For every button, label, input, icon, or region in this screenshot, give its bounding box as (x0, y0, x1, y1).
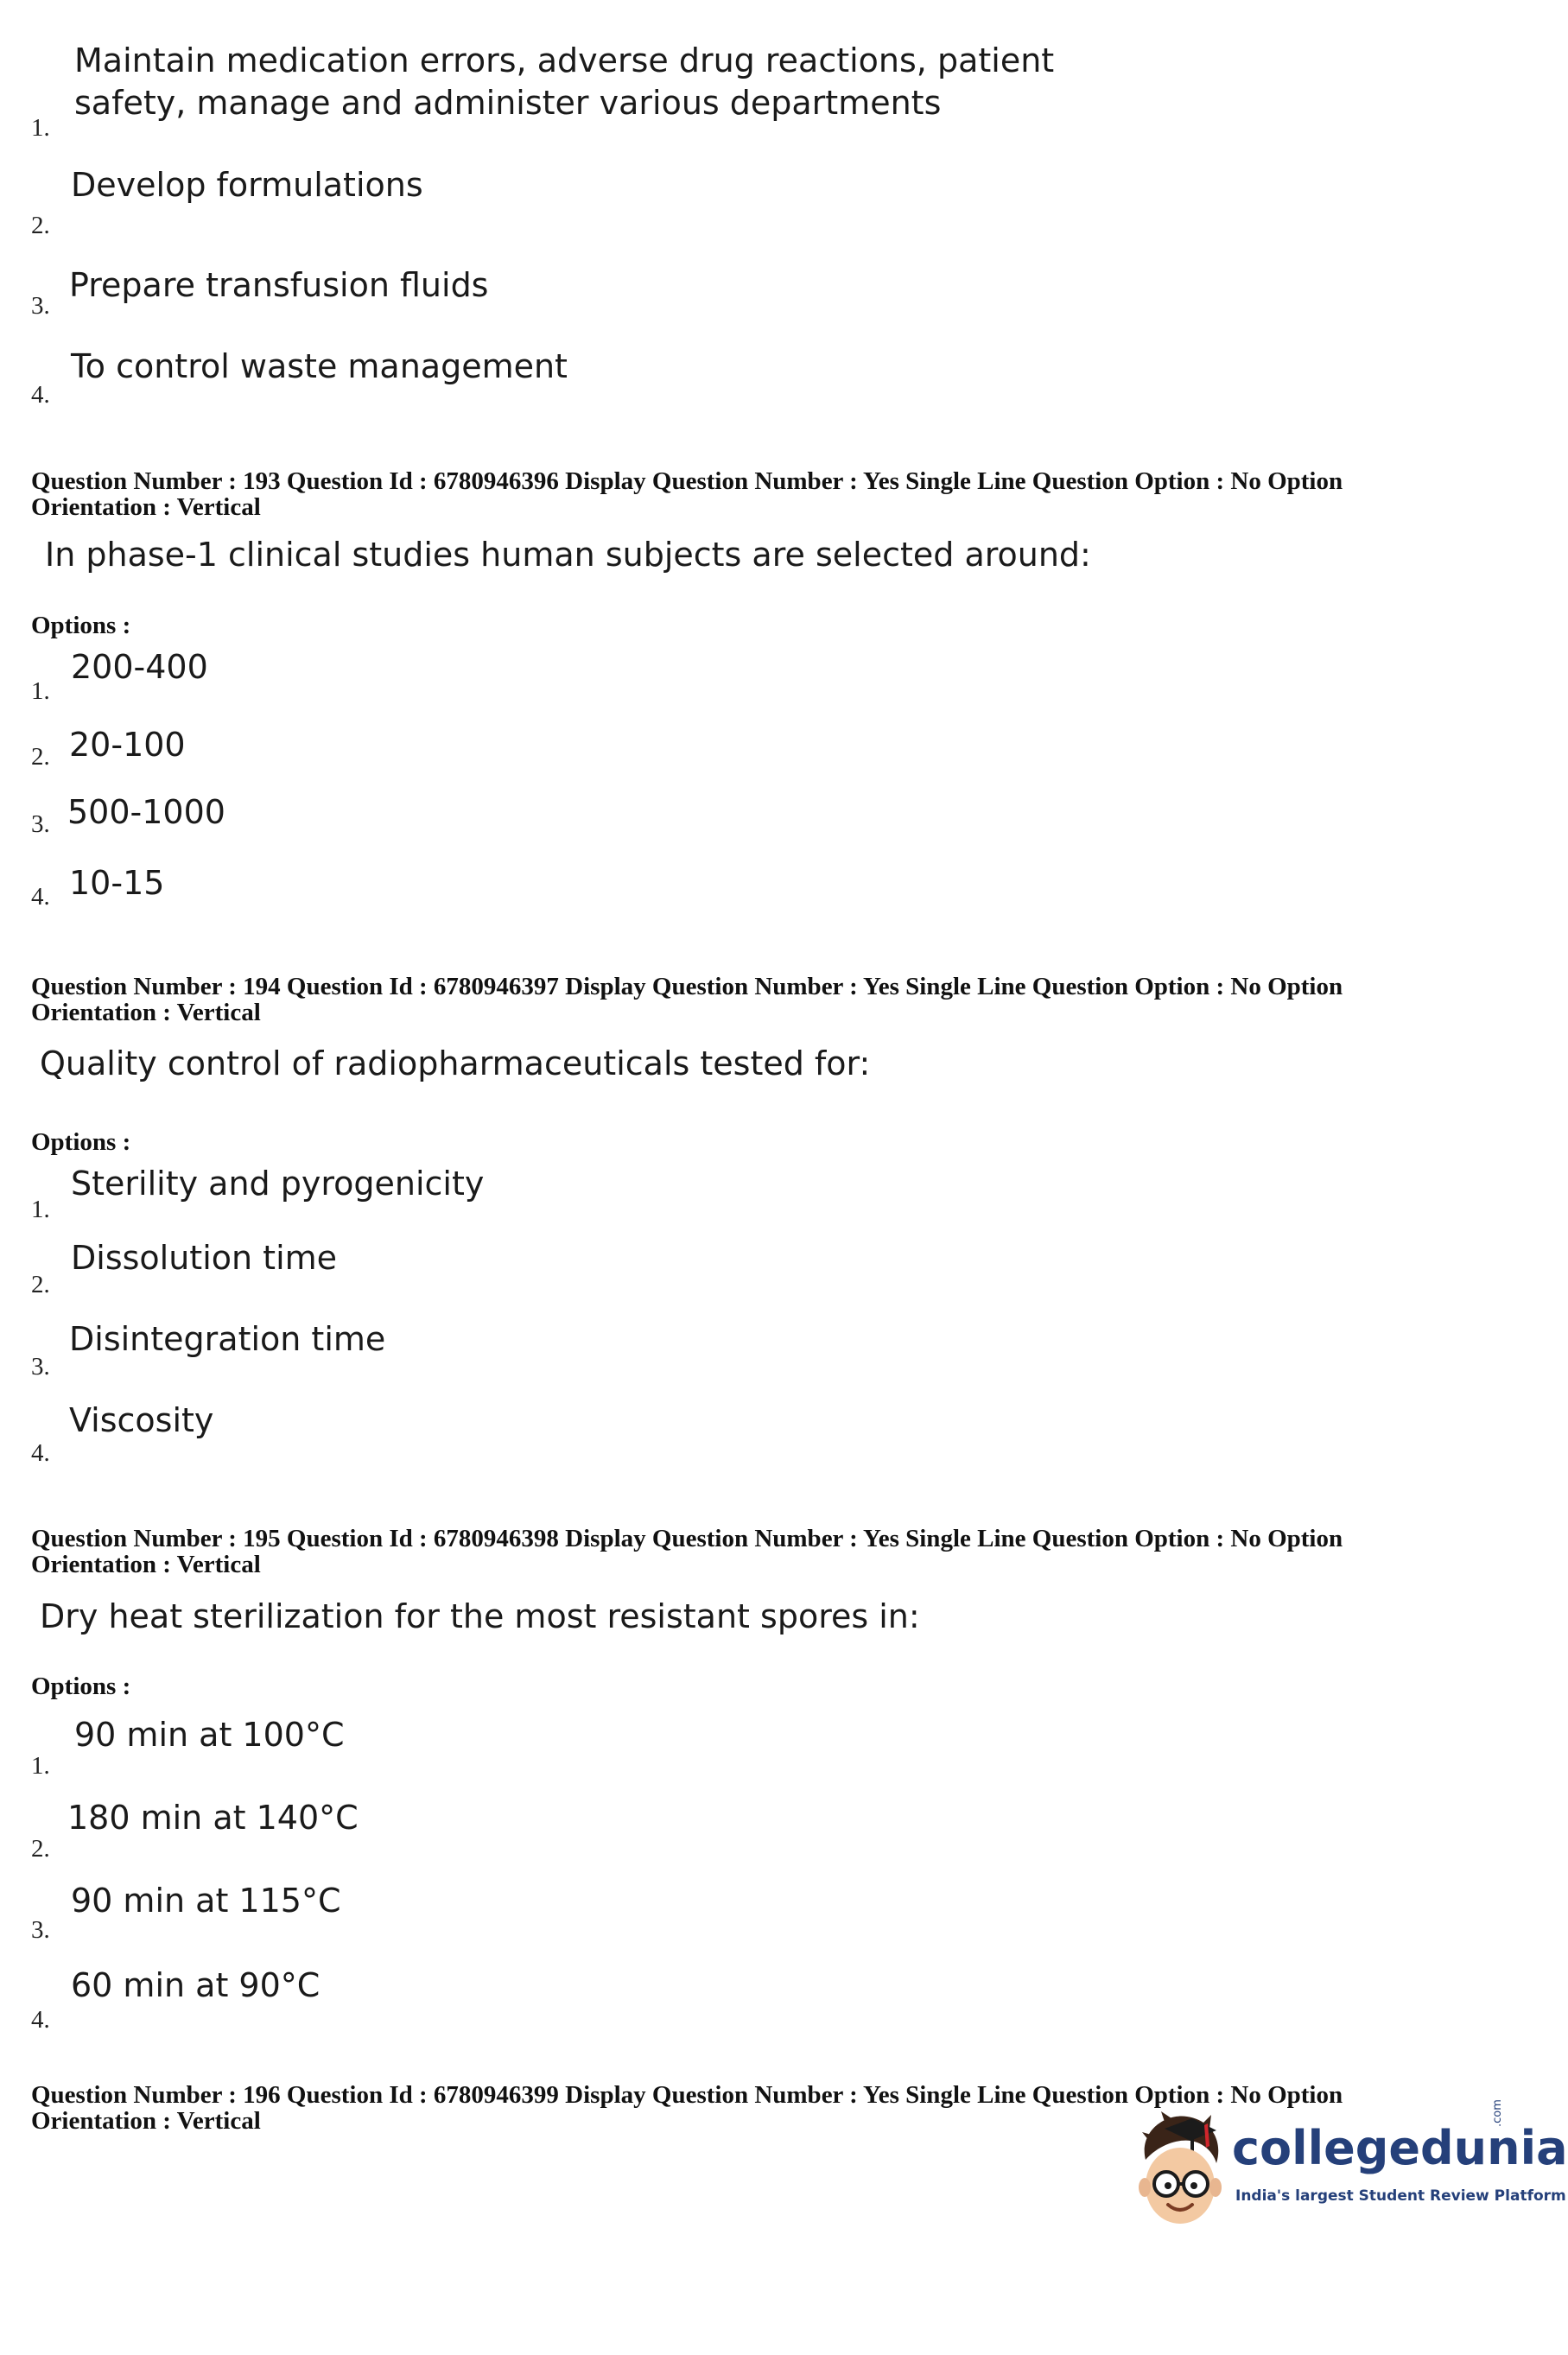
option-text: 90 min at 100°C (74, 1716, 345, 1754)
option-number: 3. (31, 810, 50, 838)
logo-tagline: India's largest Student Review Platform (1235, 2187, 1566, 2205)
option-text: 10-15 (69, 864, 165, 902)
option-text: Viscosity (69, 1401, 214, 1439)
question-meta-line: Question Number : 193 Question Id : 6780946396 Display Question Number : Yes Single Line Question Option : No Option (31, 467, 1343, 495)
question-meta-line: Question Number : 194 Question Id : 6780946397 Display Question Number : Yes Single Line Question Option : No Option (31, 973, 1343, 1000)
options-label: Options : (31, 612, 131, 639)
option-number: 2. (31, 1835, 50, 1863)
option-text: 90 min at 115°C (71, 1882, 341, 1920)
question-meta (31, 2081, 1343, 2135)
option-number: 1. (31, 677, 50, 705)
options-label: Options : (31, 1128, 131, 1156)
option-text: Dissolution time (71, 1239, 338, 1277)
option-text: 20-100 (69, 726, 186, 764)
option-text: 500-1000 (67, 793, 225, 831)
option-number: 3. (31, 292, 50, 320)
question-meta (31, 1526, 1343, 1577)
question-meta (31, 468, 1343, 520)
question-meta-line: Question Number : 195 Question Id : 6780946398 Display Question Number : Yes Single Line Question Option : No Option (31, 1525, 1343, 1552)
question-text: In phase-1 clinical studies human subjects are selected around: (45, 536, 1091, 574)
option-number: 1. (31, 1196, 50, 1223)
question-meta-line: Orientation : Vertical (31, 999, 261, 1026)
option-number: 2. (31, 1271, 50, 1298)
logo-name: collegedunia (1232, 2121, 1568, 2175)
option-text-line: safety, manage and administer various departments (74, 84, 942, 122)
option-number: 4. (31, 2006, 50, 2034)
question-meta-line: Orientation : Vertical (31, 493, 261, 521)
option-text-line: Maintain medication errors, adverse drug reactions, patient (74, 41, 1055, 79)
option-text: To control waste management (71, 347, 568, 385)
question-text: Quality control of radiopharmaceuticals tested for: (40, 1044, 871, 1082)
option-text: 180 min at 140°C (67, 1799, 359, 1837)
option-number: 1. (31, 1752, 50, 1780)
option-text (74, 40, 1054, 124)
option-number: 4. (31, 381, 50, 409)
option-number: 3. (31, 1353, 50, 1381)
question-meta-line: Orientation : Vertical (31, 1551, 261, 1578)
option-number: 1. (31, 114, 50, 142)
option-text: 60 min at 90°C (71, 1966, 321, 2004)
option-number: 3. (31, 1916, 50, 1944)
question-meta-line: Orientation : Vertical (31, 2107, 261, 2135)
option-number: 2. (31, 743, 50, 771)
mascot-icon (1130, 2106, 1229, 2236)
question-meta-line: Question Number : 196 Question Id : 6780946399 Display Question Number : Yes Single Line Question Option : No Option (31, 2081, 1343, 2109)
option-text: Sterility and pyrogenicity (71, 1165, 485, 1203)
collegedunia-logo (1130, 2099, 1568, 2236)
option-number: 4. (31, 883, 50, 911)
option-text: 200-400 (71, 648, 208, 686)
option-text: Disintegration time (69, 1320, 386, 1358)
options-label: Options : (31, 1673, 131, 1700)
question-meta (31, 974, 1343, 1025)
logo-suffix: .com (1491, 2099, 1504, 2127)
question-text: Dry heat sterilization for the most resistant spores in: (40, 1597, 920, 1635)
option-number: 4. (31, 1439, 50, 1467)
option-number: 2. (31, 212, 50, 239)
option-text: Prepare transfusion fluids (69, 266, 489, 304)
option-text: Develop formulations (71, 166, 423, 204)
